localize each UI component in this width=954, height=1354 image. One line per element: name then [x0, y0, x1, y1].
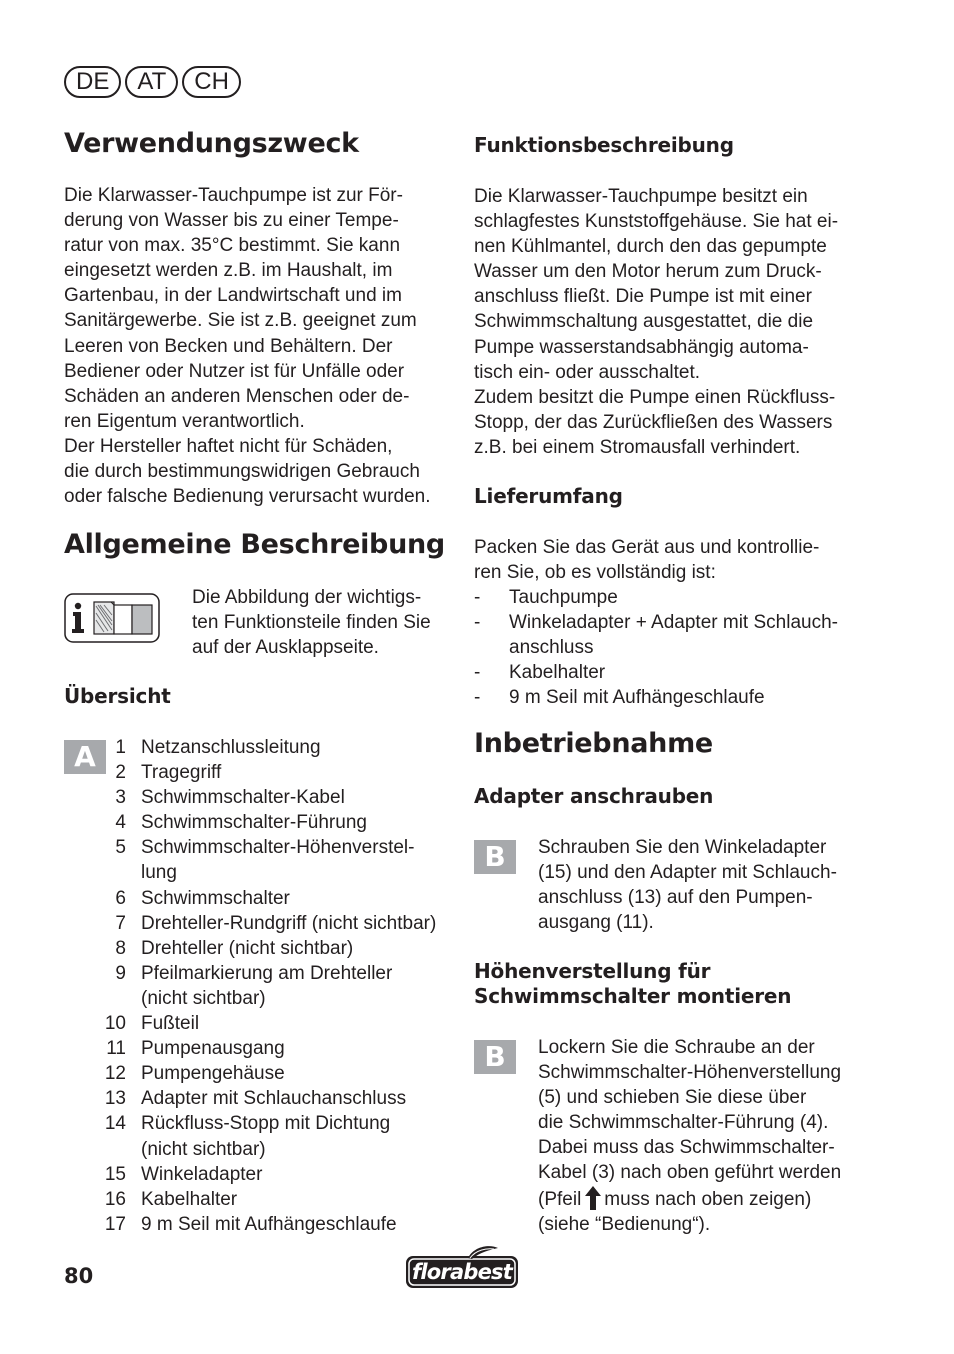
paragraph-funktionsbeschreibung	[474, 184, 874, 460]
text-line: Der Hersteller haftet nicht für Schäden,	[64, 435, 393, 457]
text-line: Die Abbildung der wichtigs-	[192, 587, 422, 608]
item-number: 16	[104, 1188, 126, 1210]
item-text: Fußteil	[141, 1013, 200, 1035]
text-line: ten Funktionsteile finden Sie	[192, 612, 431, 634]
item-text: 9 m Seil mit Aufhängeschlaufe	[141, 1213, 397, 1235]
list-item	[64, 911, 454, 936]
paragraph-adapter	[538, 835, 878, 935]
item-number: 2	[115, 762, 126, 784]
paragraph-verwendungszweck	[64, 183, 464, 509]
list-item	[64, 1162, 454, 1187]
heading-hoehenverstellung	[474, 959, 791, 1009]
heading-allgemeine-beschreibung: Allgemeine Beschreibung	[64, 529, 445, 560]
text-line: Dabei muss das Schwimmschalter-	[538, 1137, 835, 1159]
item-number: 6	[115, 887, 126, 909]
country-tag-at: AT	[125, 66, 178, 98]
heading-line: Höhenverstellung für	[474, 959, 711, 983]
text-line: auf der Ausklappseite.	[192, 637, 379, 659]
text-line: Die Klarwasser-Tauchpumpe ist zur För-	[64, 185, 403, 206]
text-line: Packen Sie das Gerät aus und kontrollie-	[474, 537, 820, 558]
dash: -	[474, 687, 481, 709]
list-item	[64, 760, 454, 785]
list-item	[64, 735, 454, 760]
arrow-up-icon	[583, 1186, 603, 1210]
item-text: Kabelhalter	[509, 662, 606, 684]
item-text: Adapter mit Schlauchanschluss	[141, 1088, 407, 1110]
item-text: Tragegriff	[141, 762, 222, 784]
list-item	[64, 1011, 454, 1036]
heading-inbetriebnahme: Inbetriebnahme	[474, 728, 713, 759]
item-number: 12	[104, 1063, 126, 1085]
item-text: Pumpenausgang	[141, 1038, 285, 1060]
list-item	[64, 961, 454, 986]
text-line: ren Sie, ob es vollständig ist:	[474, 562, 716, 584]
text-line: Pumpe wasserstandsabhängig automa-	[474, 336, 809, 358]
text-line: Schwimmschaltung ausgestattet, die die	[474, 311, 814, 333]
item-text: (nicht sichtbar)	[141, 1138, 266, 1160]
text-line: nen Kühlmantel, durch den das gepumpte	[474, 236, 827, 258]
item-text: 9 m Seil mit Aufhängeschlaufe	[509, 687, 765, 709]
list-item	[64, 1036, 454, 1061]
text-line: anschluss (13) auf den Pumpen-	[538, 887, 813, 909]
text-line: Stopp, der das Zurückfließen des Wassers	[474, 411, 833, 433]
item-number-empty	[64, 860, 126, 885]
item-number: 3	[115, 787, 126, 809]
list-item	[64, 1086, 454, 1111]
list-item	[474, 585, 874, 610]
dash-empty	[474, 635, 509, 660]
text-line: eingesetzt werden z.B. im Haushalt, im	[64, 260, 393, 282]
text-line: Schäden an anderen Menschen oder de-	[64, 385, 410, 407]
item-text: Pfeilmarkierung am Drehteller	[141, 962, 393, 984]
list-item-continuation	[64, 986, 454, 1011]
list-item-continuation	[64, 860, 454, 885]
item-number: 17	[104, 1213, 126, 1235]
item-number: 10	[104, 1013, 126, 1035]
text-line: Sanitärgewerbe. Sie ist z.B. geeignet zum	[64, 310, 417, 332]
paragraph-hoehenverstellung	[538, 1035, 878, 1237]
text-line: Schwimmschalter-Höhenverstellung	[538, 1062, 842, 1084]
list-item	[64, 1212, 454, 1237]
florabest-logo	[404, 1244, 520, 1290]
item-text: Winkeladapter + Adapter mit Schlauch-	[509, 612, 838, 634]
text-line: ausgang (11).	[538, 912, 654, 934]
item-number: 5	[115, 837, 126, 859]
list-item	[64, 886, 454, 911]
item-text: Winkeladapter	[141, 1163, 263, 1185]
item-number: 15	[104, 1163, 126, 1185]
text-line: Schrauben Sie den Winkeladapter	[538, 837, 827, 858]
text-line: (15) und den Adapter mit Schlauch-	[538, 862, 837, 884]
list-item-continuation	[474, 635, 874, 660]
item-number: 8	[115, 937, 126, 959]
country-tag-de: DE	[64, 66, 121, 98]
list-item	[64, 936, 454, 961]
text-line: Gartenbau, in der Landwirtschaft und im	[64, 285, 402, 307]
text-line: Leeren von Becken und Behältern. Der	[64, 335, 393, 357]
item-number: 14	[104, 1113, 126, 1135]
item-number: 4	[115, 812, 126, 834]
info-text	[192, 585, 452, 660]
logo-text: florabest	[412, 1260, 512, 1284]
item-number-empty	[64, 1137, 126, 1162]
item-text: Schwimmschalter-Höhenverstel-	[141, 837, 415, 859]
text-line: oder falsche Bedienung verursacht wurden.	[64, 486, 431, 508]
heading-lieferumfang: Lieferumfang	[474, 484, 623, 508]
heading-funktionsbeschreibung: Funktionsbeschreibung	[474, 133, 734, 157]
paragraph-lieferumfang	[474, 535, 874, 585]
list-item	[64, 835, 454, 860]
text-line: anschluss fließt. Die Pumpe ist mit einer	[474, 286, 812, 308]
heading-line: Schwimmschalter montieren	[474, 984, 792, 1008]
item-number-empty	[64, 986, 126, 1011]
item-text: Schwimmschalter-Führung	[141, 812, 367, 834]
delivery-list	[474, 585, 874, 710]
figure-badge-b: B	[474, 840, 516, 874]
text-line: z.B. bei einem Stromausfall verhindert.	[474, 436, 801, 458]
item-text: Drehteller (nicht sichtbar)	[141, 937, 354, 959]
figure-badge-a: A	[64, 740, 106, 774]
text-line: tisch ein- oder ausschaltet.	[474, 361, 701, 383]
text-line: (siehe “Bedienung“).	[538, 1213, 711, 1235]
list-item	[64, 1187, 454, 1212]
text-segment: muss nach oben zeigen)	[604, 1188, 812, 1210]
list-item	[64, 1061, 454, 1086]
text-line: schlagfestes Kunststoffgehäuse. Sie hat ei-	[474, 211, 839, 233]
item-text: lung	[141, 862, 177, 884]
list-item	[474, 610, 874, 635]
country-tag-ch: CH	[182, 66, 241, 98]
text-line: Wasser um den Motor herum zum Druck-	[474, 261, 822, 283]
parts-list	[64, 735, 454, 1237]
dash: -	[474, 662, 481, 684]
list-item	[474, 685, 874, 710]
text-line: derung von Wasser bis zu einer Tempe-	[64, 210, 399, 232]
text-segment: (Pfeil	[538, 1188, 582, 1210]
dash: -	[474, 612, 481, 634]
item-number: 13	[104, 1088, 126, 1110]
page-number: 80	[64, 1264, 94, 1288]
text-line: die durch bestimmungswidrigen Gebrauch	[64, 461, 420, 483]
info-foldout-icon	[64, 593, 160, 643]
item-number: 11	[106, 1038, 126, 1060]
text-line: Kabel (3) nach oben geführt werden	[538, 1162, 842, 1184]
heading-verwendungszweck: Verwendungszweck	[64, 128, 359, 159]
item-number: 7	[115, 912, 126, 934]
text-line-with-arrow	[538, 1186, 878, 1212]
item-text: Drehteller-Rundgriff (nicht sichtbar)	[141, 912, 437, 934]
item-text: Netzanschlussleitung	[141, 737, 321, 758]
item-number: 1	[115, 737, 126, 758]
item-text: anschluss	[509, 637, 594, 659]
heading-adapter-anschrauben: Adapter anschrauben	[474, 784, 714, 808]
text-line: Die Klarwasser-Tauchpumpe besitzt ein	[474, 186, 808, 207]
list-item	[474, 660, 874, 685]
list-item-continuation	[64, 1137, 454, 1162]
item-text: Rückfluss-Stopp mit Dichtung	[141, 1113, 391, 1135]
text-line: Bediener oder Nutzer ist für Unfälle oder	[64, 360, 405, 382]
dash: -	[474, 587, 481, 608]
item-text: Pumpengehäuse	[141, 1063, 285, 1085]
text-line: (5) und schieben Sie diese über	[538, 1087, 807, 1109]
text-line: Zudem besitzt die Pumpe einen Rückfluss-	[474, 386, 836, 408]
item-text: Schwimmschalter	[141, 887, 290, 909]
country-tags	[64, 66, 245, 98]
item-number: 9	[115, 962, 126, 984]
list-item	[64, 1111, 454, 1136]
item-text: Kabelhalter	[141, 1188, 238, 1210]
list-item	[64, 785, 454, 810]
text-line: ren Eigentum verantwortlich.	[64, 410, 305, 432]
heading-uebersicht: Übersicht	[64, 684, 171, 708]
figure-badge-b: B	[474, 1040, 516, 1074]
text-line: die Schwimmschalter-Führung (4).	[538, 1112, 829, 1134]
item-text: (nicht sichtbar)	[141, 987, 266, 1009]
text-line: Lockern Sie die Schraube an der	[538, 1037, 815, 1058]
list-item	[64, 810, 454, 835]
item-text: Tauchpumpe	[509, 587, 618, 608]
text-line: ratur von max. 35°C bestimmt. Sie kann	[64, 235, 401, 257]
item-text: Schwimmschalter-Kabel	[141, 787, 345, 809]
